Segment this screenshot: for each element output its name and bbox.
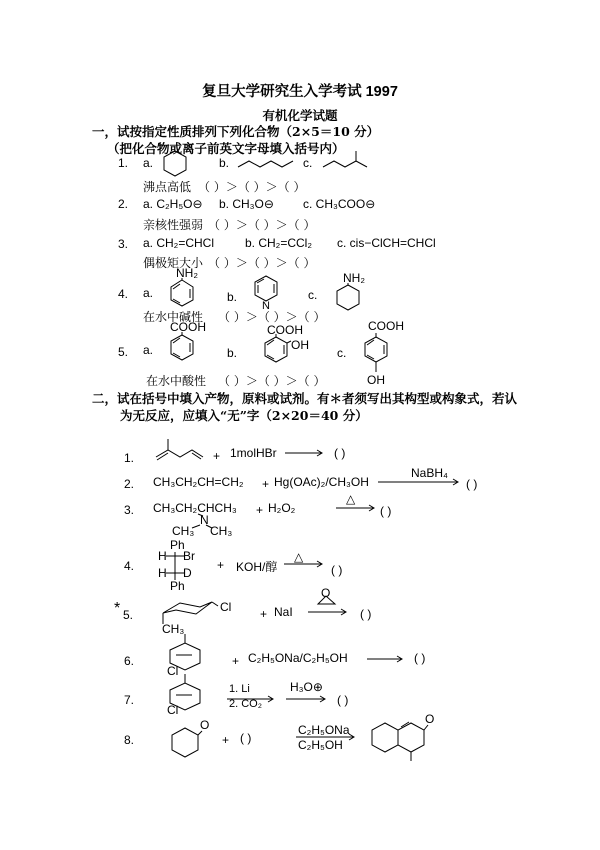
r5-plus: +	[260, 607, 268, 621]
part2-heading: 二，试在括号中填入产物，原料或试剂。有＊者须写出其构型或构象式，若认	[92, 391, 518, 406]
q4c-cyclohexane	[337, 285, 359, 310]
r5-product-blank: ( )	[360, 607, 372, 621]
q4a-ring-double-2	[173, 299, 180, 303]
r3-plus: +	[256, 503, 264, 517]
r3-n-me2-bond	[206, 525, 212, 528]
r2-substrate: CH₃CH₂CH=CH₂	[153, 475, 244, 489]
r3-n-me1-bond	[192, 525, 200, 528]
q2-order: （ ）＞（ ）＞（ ）	[208, 218, 316, 232]
page-title: 复旦大学研究生入学考试 1997	[202, 84, 398, 100]
q4-property: 在水中碱性	[143, 310, 204, 324]
q3-opt-a: a. CH₂=CHCl	[143, 236, 215, 250]
r8-reagent-blank: ( )	[240, 731, 252, 745]
q4-order: （ ）＞（ ）＞（ ）	[218, 310, 326, 324]
r6-plus: +	[232, 654, 240, 668]
q5a-cooh-label: COOH	[170, 320, 206, 334]
r6-product-blank: ( )	[414, 651, 426, 665]
q1c-isopentane	[323, 161, 367, 167]
r3-substrate: CH₃CH₂CHCH₃	[153, 501, 237, 515]
q5-order: （ ）＞（ ）＞（ ）	[218, 374, 326, 388]
r1-number: 1.	[124, 451, 135, 465]
r4-d: D	[183, 566, 192, 580]
q2-opt-b: b. CH₃O⊖	[219, 197, 274, 211]
q5c-oh-label: OH	[367, 373, 385, 387]
r5-c-cl-bond	[212, 602, 218, 606]
r4-br: Br	[183, 549, 195, 563]
part2-heading-line2: 为无反应，应填入“无”字（2×20＝40 分）	[120, 408, 368, 423]
r4-plus: +	[217, 558, 225, 572]
q5-opt-c: c.	[337, 346, 347, 360]
q4-number: 4.	[118, 287, 129, 301]
r8-cyclohexanone-ring	[172, 728, 198, 757]
r6-number: 6.	[124, 654, 135, 668]
q3-opt-b: b. CH₂=CCl₂	[245, 236, 312, 250]
r5-chair-ring	[163, 602, 212, 614]
r4-heat-label: △	[294, 550, 304, 564]
r1-plus: +	[213, 449, 221, 463]
r2-number: 2.	[124, 477, 135, 491]
r3-number: 3.	[124, 503, 135, 517]
r4-number: 4.	[124, 559, 135, 573]
q5b-cooh-label: COOH	[267, 323, 303, 337]
r7-number: 7.	[124, 693, 135, 707]
q5a-ring-double-2	[173, 353, 180, 357]
r8-arrow-top: C₂H₅ONa	[298, 723, 350, 737]
q2-property: 亲核性强弱	[143, 218, 204, 232]
q3-number: 3.	[118, 237, 129, 251]
r8-carbonyl-bond	[198, 731, 202, 735]
q5b-oh-label: OH	[291, 338, 309, 352]
r6-cl: Cl	[167, 664, 179, 678]
q5-property: 在水中酸性	[146, 374, 207, 388]
q4a-nh2-label: NH₂	[176, 266, 198, 280]
q5c-ring-double-2	[367, 355, 374, 359]
r3-methyl-1: CH₃	[172, 524, 195, 538]
q4b-ring-double-1	[257, 279, 264, 283]
r7-bicyclic-ring	[170, 683, 200, 710]
r5-methyl: CH₃	[162, 622, 185, 636]
q1-order: （ ）＞（ ）＞（ ）	[198, 180, 306, 194]
q3-order: （ ）＞（ ）＞（ ）	[208, 256, 316, 270]
r8-ketone-o: O	[200, 718, 210, 732]
q1a-cyclohexane	[164, 151, 186, 176]
r8-plus: +	[222, 733, 230, 747]
q4b-n-label: N	[262, 300, 270, 312]
r8-product-carbonyl	[424, 725, 428, 730]
r8-number: 8.	[124, 733, 135, 747]
q2-number: 2.	[118, 197, 129, 211]
r1-isoprene-double-1	[157, 453, 168, 460]
q3-opt-c: c. cis−ClCH=CHCl	[337, 236, 436, 250]
r2-reagent: Hg(OAc)₂/CH₃OH	[274, 475, 369, 489]
r1-isoprene-double-2	[192, 453, 201, 459]
r5-star: *	[114, 600, 121, 617]
q1-opt-c: c.	[303, 156, 313, 170]
r3-heat-label: △	[346, 492, 356, 506]
r3-product-blank: ( )	[380, 504, 392, 518]
q5-number: 5.	[118, 345, 129, 359]
r7-product-blank: ( )	[337, 693, 349, 707]
q5b-ring-double-3	[267, 340, 274, 345]
q4c-nh2-label: NH₂	[343, 271, 365, 285]
r3-n-label: N	[200, 513, 209, 527]
q4-opt-a: a.	[143, 286, 154, 300]
r4-ph-top: Ph	[170, 538, 185, 552]
q5b-c-oh-bond	[287, 341, 291, 343]
r7-hydrolysis-label: H₃O⊕	[290, 680, 323, 694]
r7-cl: Cl	[167, 703, 179, 717]
r6-reagent: C₂H₅ONa/C₂H₅OH	[248, 651, 348, 665]
q3-property: 偶极矩大小	[143, 256, 204, 270]
r3-reagent: H₂O₂	[268, 501, 296, 515]
q5-opt-a: a.	[143, 343, 154, 357]
q2-opt-c: c. CH₃COO⊖	[303, 197, 376, 211]
part1-heading: 一，试按指定性质排列下列化合物（2×5＝10 分）	[92, 124, 380, 139]
r4-h-1: H	[158, 549, 167, 563]
r5-reagent: NaI	[274, 605, 293, 619]
r7-step2: 2. CO₂	[229, 698, 262, 710]
q5c-ring-double-3	[367, 340, 374, 345]
r3-c-n-bond	[198, 514, 203, 516]
r1-product-blank: ( )	[334, 446, 346, 460]
r3-methyl-2: CH₃	[210, 524, 233, 538]
r8-arrow-bottom: C₂H₅OH	[298, 738, 343, 752]
r4-product-blank: ( )	[331, 563, 343, 577]
q5b-ring-double-2	[267, 355, 274, 359]
r8-product-ring-left	[372, 723, 398, 752]
q4-opt-b: b.	[227, 290, 238, 304]
part1-note: （把化合物或离子前英文字母填入括号内）	[107, 141, 345, 156]
r7-step1: 1. Li	[229, 683, 250, 695]
q1b-pentane	[238, 161, 293, 167]
r5-cl: Cl	[220, 600, 232, 614]
r8-product-o: O	[425, 712, 435, 726]
q5-opt-b: b.	[227, 346, 238, 360]
q5a-ring-double-3	[173, 338, 180, 343]
r4-ph-bottom: Ph	[170, 579, 185, 593]
r6-bicyclic-ring	[170, 643, 200, 670]
r2-plus: +	[262, 477, 270, 491]
r1-reagent: 1molHBr	[230, 446, 277, 460]
q1-opt-a: a.	[143, 156, 154, 170]
q5c-cooh-label: COOH	[368, 319, 404, 333]
q1-property: 沸点高低	[143, 180, 192, 194]
r8-product-ring-right	[398, 723, 424, 752]
r4-h-2: H	[158, 566, 167, 580]
q1-number: 1.	[118, 156, 129, 170]
q2-opt-a: a. C₂H₅O⊖	[143, 197, 203, 211]
subject-title: 有机化学试题	[262, 109, 338, 123]
r5-epoxide-o: O	[321, 586, 331, 600]
r2-arrow-reagent: NaBH₄	[411, 466, 448, 480]
q4-opt-c: c.	[308, 288, 318, 302]
r5-number: 5.	[123, 608, 134, 622]
r2-product-blank: ( )	[466, 477, 478, 491]
q1-opt-b: b.	[219, 156, 230, 170]
r4-reagent: KOH/醇	[236, 560, 278, 574]
